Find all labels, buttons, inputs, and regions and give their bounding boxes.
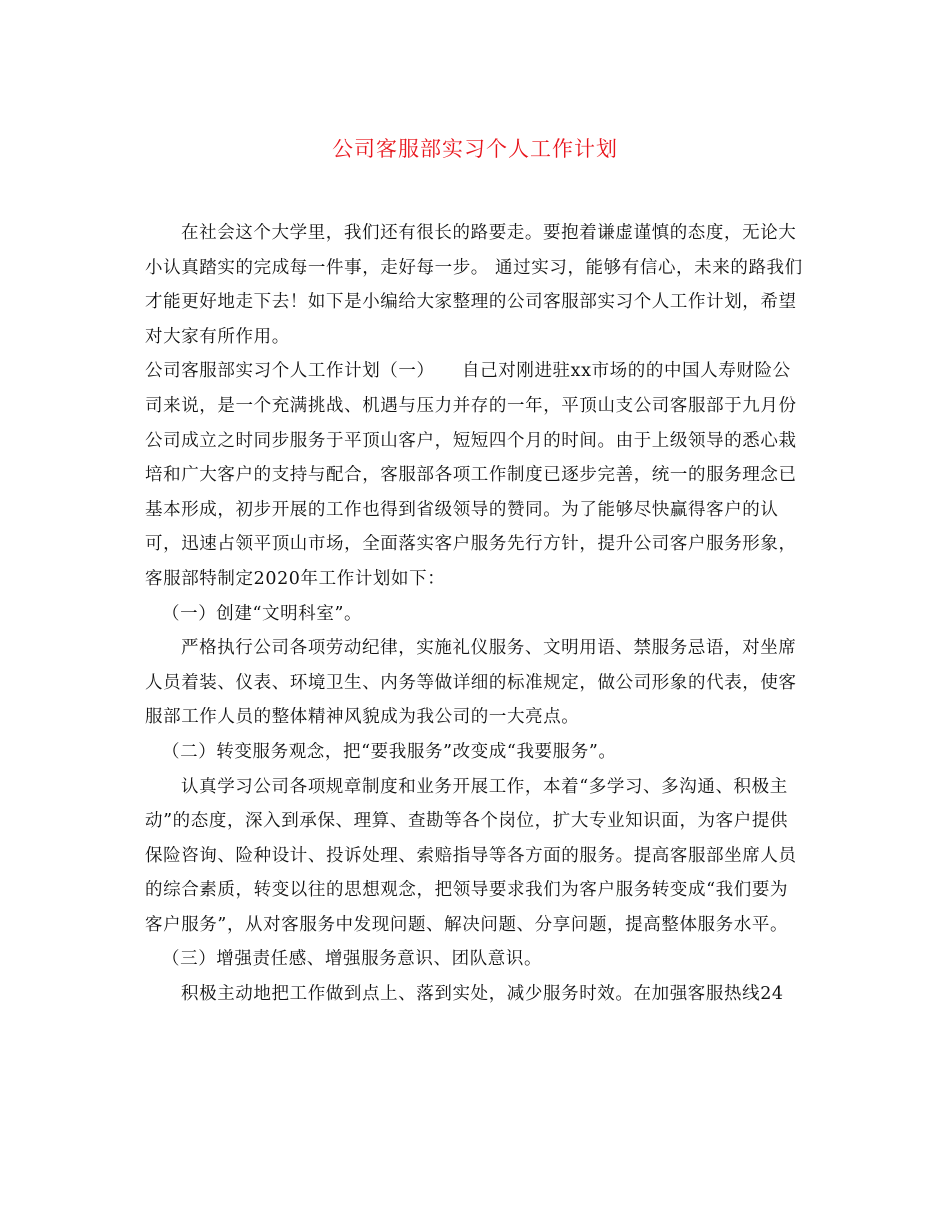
paragraph-intro: 在社会这个大学里，我们还有很长的路要走。要抱着谦虚谨慎的态度，无论大小认真踏实的完成每一件事，走好每一步。 通过实习，能够有信心，未来的路我们才能更好地走下去！如下是小编给大家整理的公司客服部实习个人工作计划，希望对大家有所作用。 [145, 223, 803, 347]
document-body [145, 216, 805, 1012]
heading-section-3: （三）增强责任感、增强服务意识、团队意识。 [162, 949, 543, 970]
paragraph-section-1: 严格执行公司各项劳动纪律，实施礼仪服务、文明用语、禁服务忌语，对坐席人员着装、仪表、环境卫生、内务等做详细的标准规定，做公司形象的代表，使客服部工作人员的整体精神风貌成为我公司的一大亮点。 [145, 638, 797, 728]
heading-section-1: （一）创建“文明科室”。 [162, 603, 363, 624]
paragraph-section-3: 积极主动地把工作做到点上、落到实处，减少服务时效。在加强客服热线24 [181, 984, 784, 1005]
paragraph-section-2: 认真学习公司各项规章制度和业务开展工作，本着“多学习、多沟通、积极主动”的态度，深入到承保、理算、查勘等各个岗位，扩大专业知识面，为客户提供保险咨询、险种设计、投诉处理、索赔指导等各方面的服务。提高客服部坐席人员的综合素质，转变以往的思想观念，把领导要求我们为客户服务转变成“我们要为客户服务”，从对客服务中发现问题、解决问题、分享问题，提高整体服务水平。 [145, 776, 797, 935]
heading-section-2: （二）转变服务观念，把“要我服务”改变成“我要服务”。 [162, 741, 617, 762]
document-title: 公司客服部实习个人工作计划 [332, 137, 618, 161]
paragraph-plan-one: 公司客服部实习个人工作计划（一） 自己对刚进驻xx市场的的中国人寿财险公司来说，是一个充满挑战、机遇与压力并存的一年，平顶山支公司客服部于九月份公司成立之时同步服务于平顶山客户，短短四个月的时间。由于上级领导的悉心栽培和广大客户的支持与配合，客服部各项工作制度已逐步完善，统一的服务理念已基本形成，初步开展的工作也得到省级领导的赞同。为了能够尽快赢得客户的认可，迅速占领平顶山市场，全面落实客户服务先行方针，提升公司客户服务形象，客服部特制定2020年工作计划如下： [145, 361, 797, 589]
